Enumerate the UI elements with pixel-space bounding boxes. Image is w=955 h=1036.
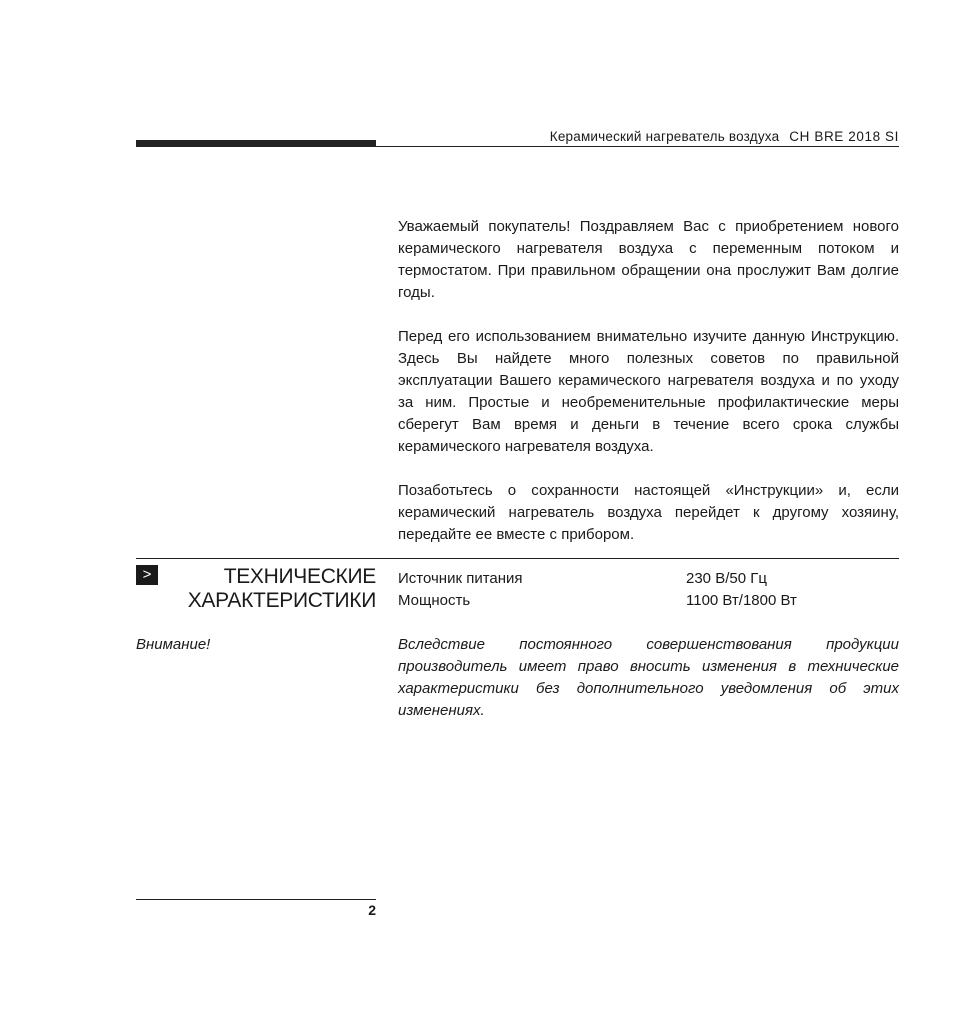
specs-table: [398, 568, 899, 612]
intro-paragraph: Перед его использованием внимательно изучите данную Инструкцию. Здесь Вы найдете много полезных советов по правильной эксплуатации Вашего керамического нагревателя воздуха и по уходу за ним. Простые и необременительные профилактические меры сберегут Вам время и деньги в течение всего срока службы керамического нагревателя воздуха.: [398, 328, 899, 455]
section-title: [160, 565, 376, 613]
running-header: [550, 129, 899, 144]
section-title-line: ХАРАКТЕРИСТИКИ: [187, 589, 376, 612]
spec-value: 230 В/50 Гц: [686, 570, 767, 587]
spec-label: Мощность: [398, 592, 471, 609]
section-arrow-icon: >: [136, 565, 158, 585]
spec-row: [398, 590, 899, 612]
intro-paragraph: Уважаемый покупатель! Поздравляем Вас с приобретением нового керамического нагревателя воздуха с переменным потоком и термостатом. При правильном обращении она прослужит Вам долгие годы.: [398, 218, 899, 301]
footer-rule: [136, 899, 376, 900]
spec-label: Источник питания: [398, 570, 523, 587]
spec-value: 1100 Вт/1800 Вт: [686, 592, 797, 609]
attention-label: Внимание!: [136, 636, 211, 653]
intro-text: [398, 216, 899, 568]
section-divider: [136, 558, 899, 559]
header-thick-bar: [136, 140, 376, 147]
header-model: CH BRE 2018 SI: [789, 129, 899, 144]
page-number: 2: [368, 902, 376, 918]
header-title: Керамический нагреватель воздуха: [549, 129, 780, 144]
spec-row: [398, 568, 899, 590]
section-title-line: ТЕХНИЧЕСКИЕ: [223, 565, 376, 588]
intro-paragraph: Позаботьтесь о сохранности настоящей «Инструкции» и, если керамический нагреватель воздуха перейдет к другому хозяину, передайте ее вместе с прибором.: [398, 482, 899, 543]
header-rule: [376, 146, 899, 147]
attention-notice: Вследствие постоянного совершенствования продукции производитель имеет право вносить изменения в технические характеристики без дополнительного уведомления об этих изменениях.: [398, 636, 899, 719]
